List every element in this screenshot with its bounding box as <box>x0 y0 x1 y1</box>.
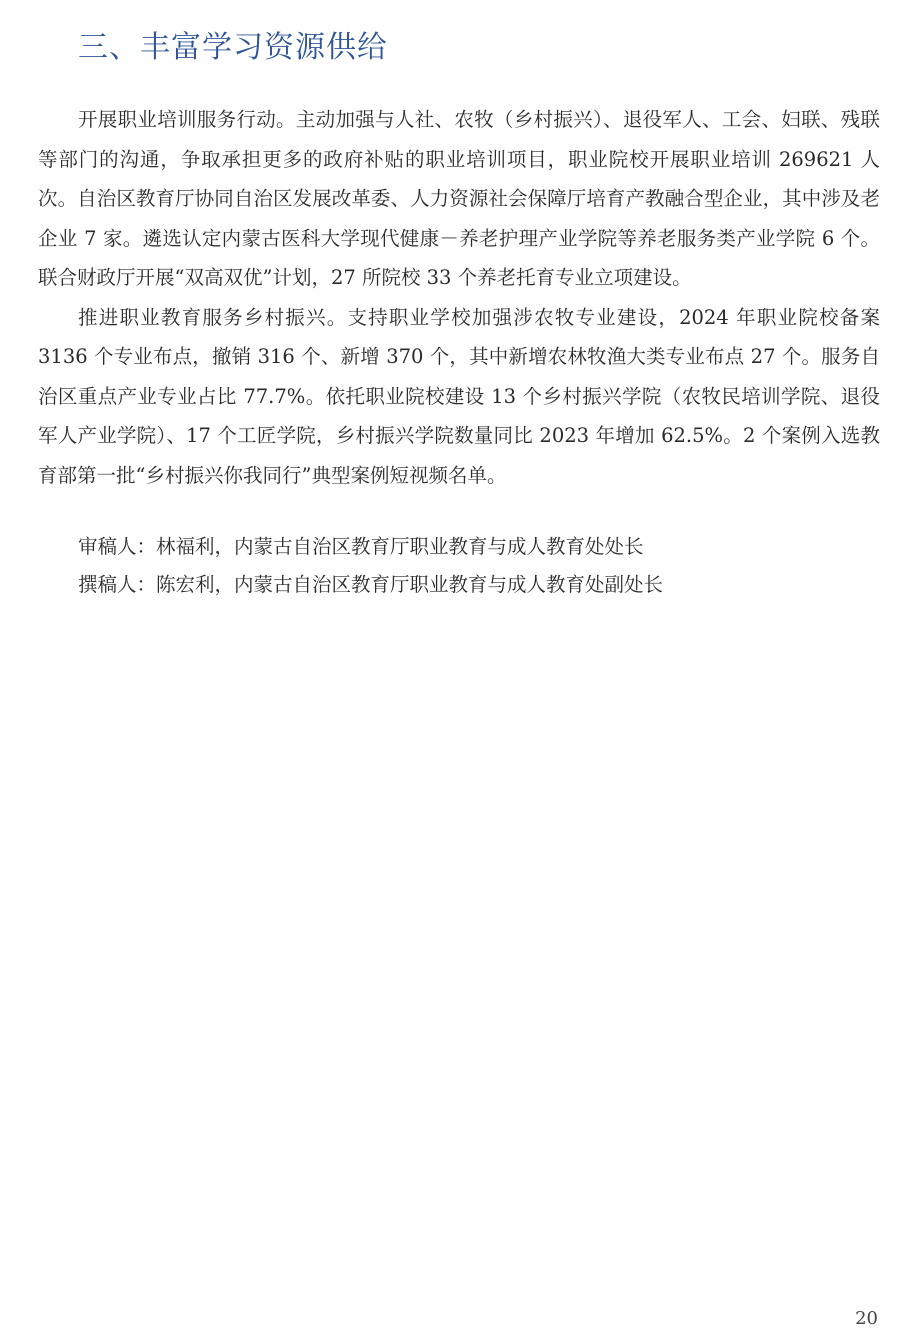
page-number: 20 <box>855 1308 878 1329</box>
credits <box>78 528 663 604</box>
section-title: 三、丰富学习资源供给 <box>78 30 388 65</box>
paragraph-vocational-training: 开展职业培训服务行动。主动加强与人社、农牧（乡村振兴）、退役军人、工会、妇联、残联等部门的沟通，争取承担更多的政府补贴的职业培训项目，职业院校开展职业培训 269621 人次。自治区教育厅协同自治区发展改革委、人力资源社会保障厅培育产教融合型企业，其中涉及老企业 7 家。遴选认定内蒙古医科大学现代健康－养老护理产业学院等养老服务类产业学院 6 个。联合财政厅开展“双高双优”计划，27 所院校 33 个养老托育专业立项建设。 <box>38 108 880 289</box>
author-credit: 撰稿人：陈宏利，内蒙古自治区教育厅职业教育与成人教育处副处长 <box>78 573 664 596</box>
body-text <box>38 100 880 495</box>
reviewer-credit: 审稿人：林福利，内蒙古自治区教育厅职业教育与成人教育处处长 <box>78 535 644 558</box>
paragraph-rural-revitalization: 推进职业教育服务乡村振兴。支持职业学校加强涉农牧专业建设，2024 年职业院校备案 3136 个专业布点，撤销 316 个、新增 370 个，其中新增农林牧渔大类专业布点 27 个。服务自治区重点产业专业占比 77.7%。依托职业院校建设 13 个乡村振兴学院（农牧民培训学院、退役军人产业学院）、17 个工匠学院，乡村振兴学院数量同比 2023 年增加 62.5%。2 个案例入选教育部第一批“乡村振兴你我同行”典型案例短视频名单。 <box>38 305 880 487</box>
